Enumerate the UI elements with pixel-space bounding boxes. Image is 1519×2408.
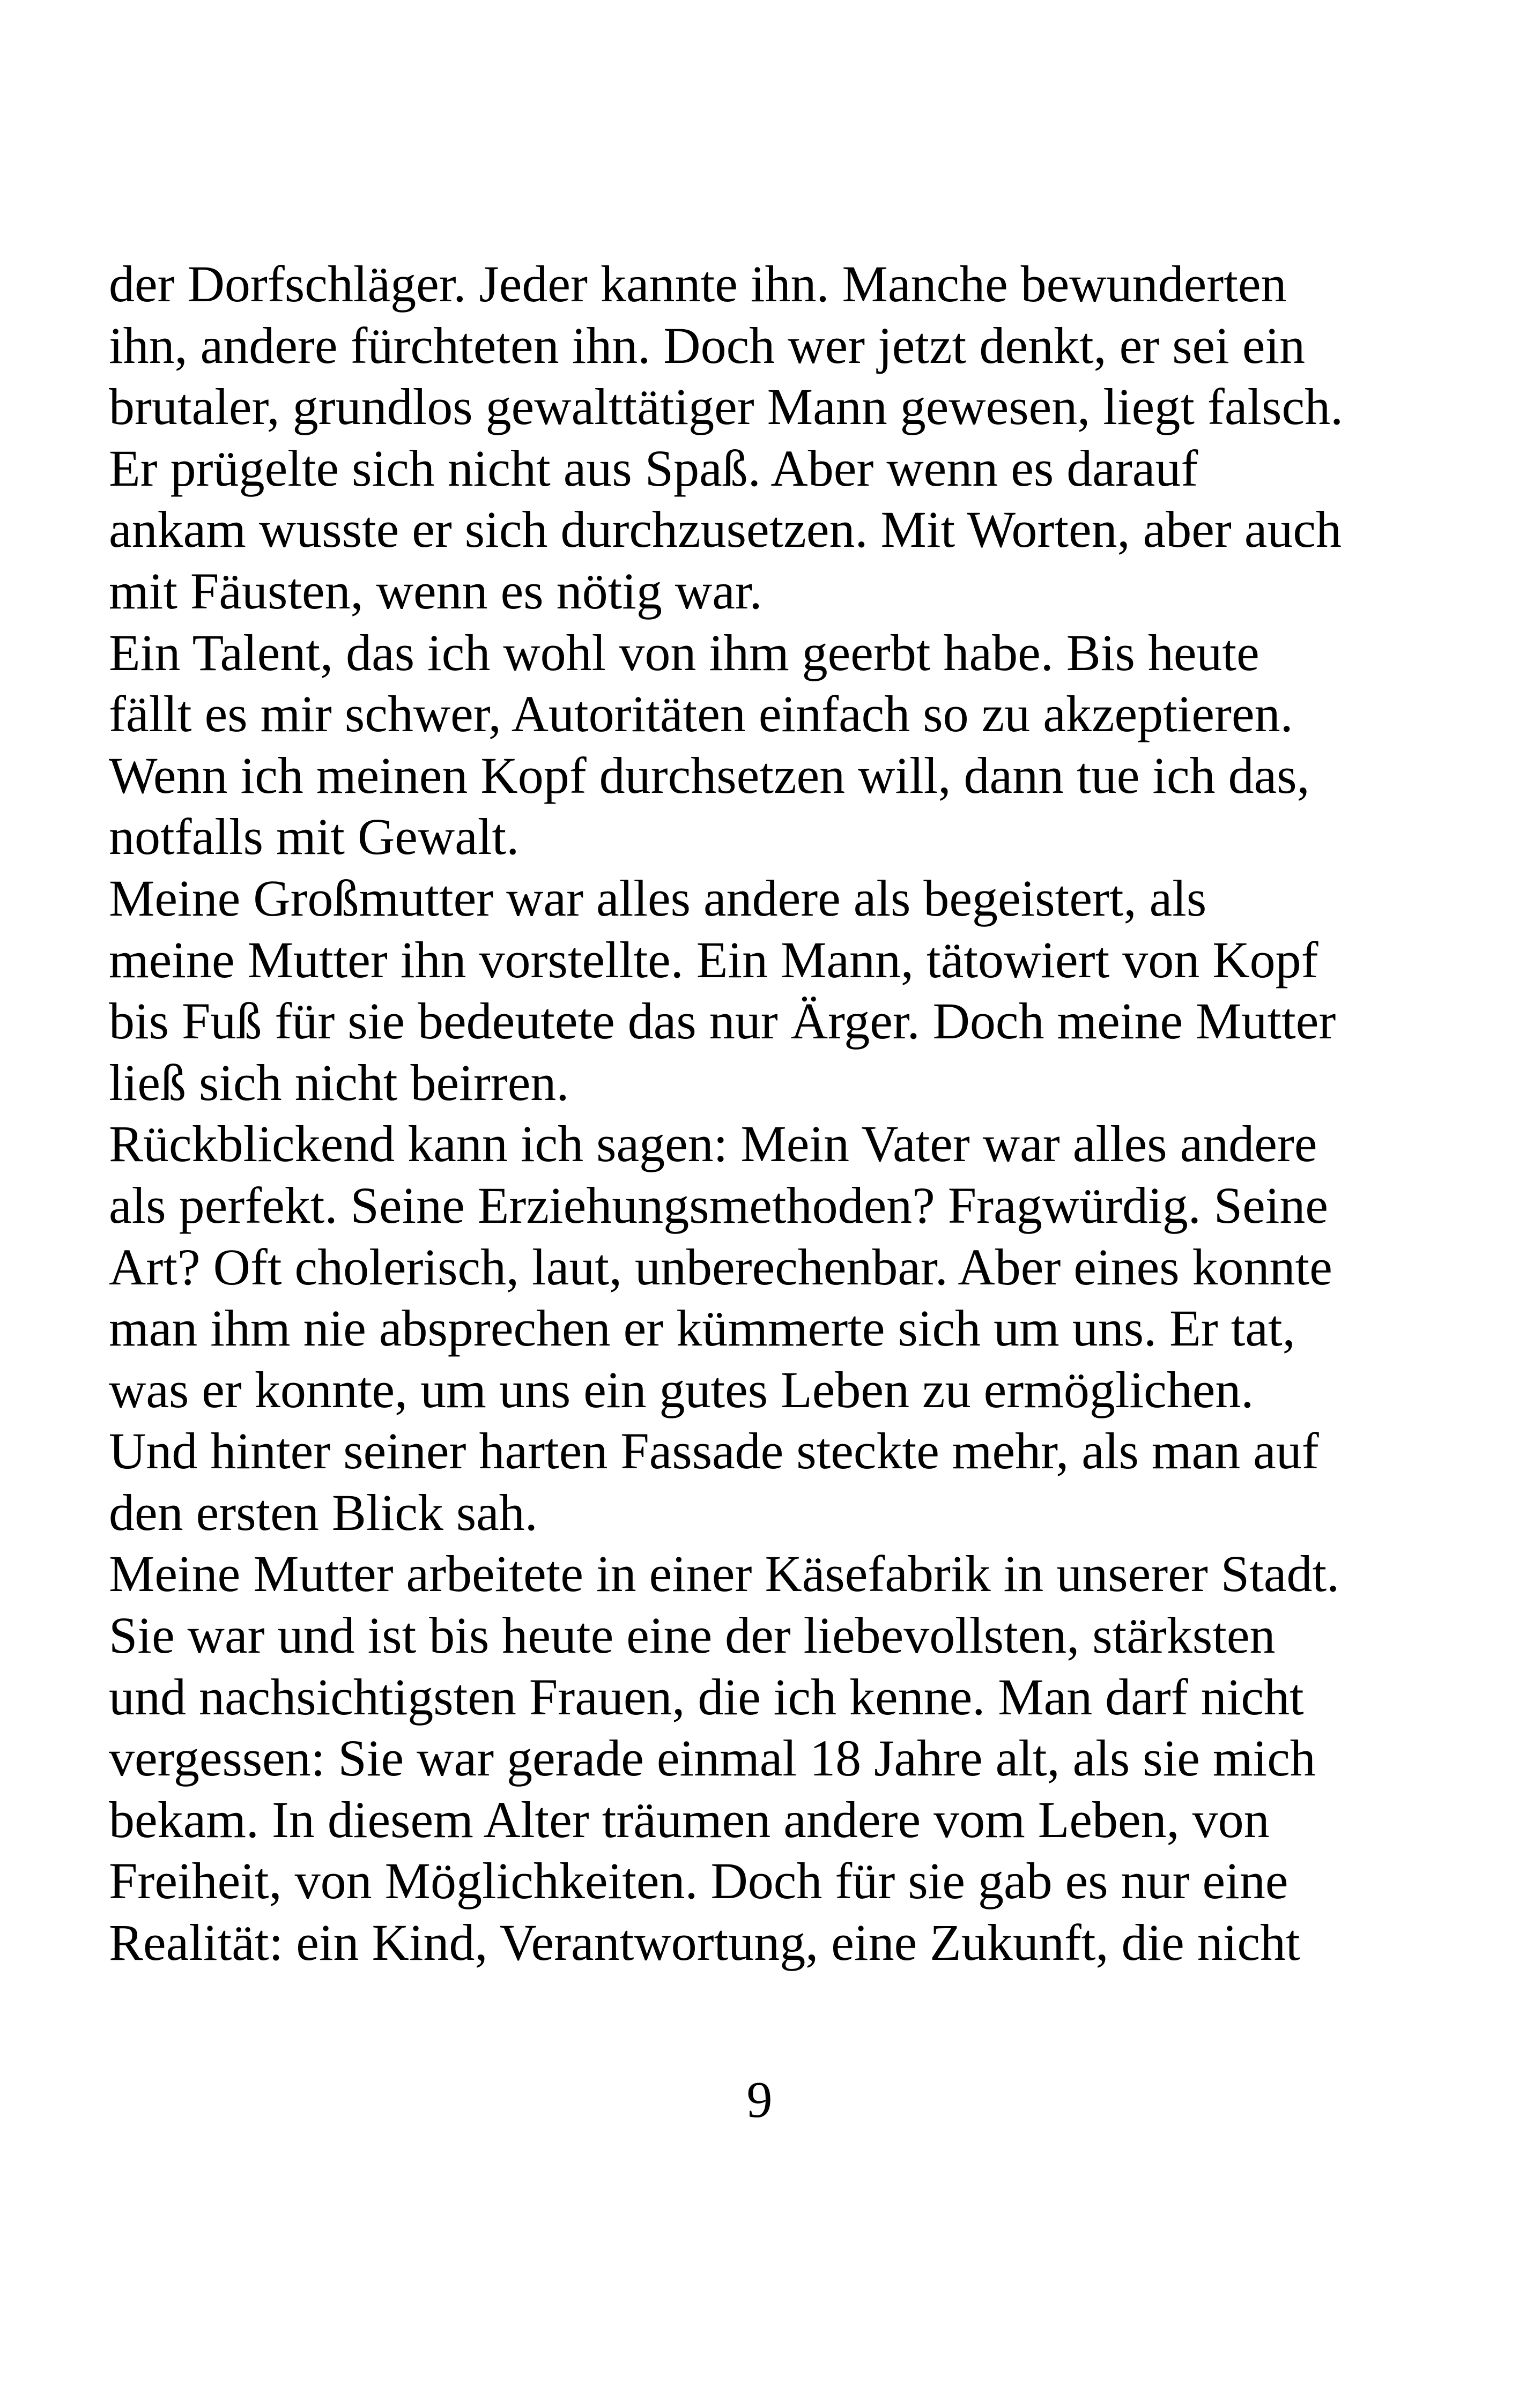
- text-line: Rückblickend kann ich sagen: Mein Vater war alles andere: [109, 1115, 1317, 1173]
- body-text: [109, 254, 1417, 1974]
- text-line: Er prügelte sich nicht aus Spaß. Aber wenn es darauf: [109, 439, 1198, 497]
- text-line: bis Fuß für sie bedeutete das nur Ärger. Doch meine Mutter: [109, 992, 1336, 1050]
- text-line: als perfekt. Seine Erziehungsmethoden? Fragwürdig. Seine: [109, 1176, 1328, 1234]
- text-line: bekam. In diesem Alter träumen andere vom Leben, von: [109, 1790, 1270, 1848]
- text-line: meine Mutter ihn vorstellte. Ein Mann, tätowiert von Kopf: [109, 931, 1318, 989]
- page-number: 9: [746, 2071, 773, 2128]
- text-line: man ihm nie absprechen er kümmerte sich um uns. Er tat,: [109, 1299, 1295, 1357]
- text-line: Freiheit, von Möglichkeiten. Doch für sie gab es nur eine: [109, 1852, 1288, 1910]
- text-line: Sie war und ist bis heute eine der liebevollsten, stärksten: [109, 1607, 1276, 1664]
- text-line: fällt es mir schwer, Autoritäten einfach so zu akzeptieren.: [109, 685, 1293, 743]
- text-line: Meine Mutter arbeitete in einer Käsefabrik in unserer Stadt.: [109, 1545, 1340, 1603]
- text-line: notfalls mit Gewalt.: [109, 808, 520, 866]
- text-line: ankam wusste er sich durchzusetzen. Mit Worten, aber auch: [109, 501, 1342, 559]
- text-line: Art? Oft cholerisch, laut, unberechenbar. Aber eines konnte: [109, 1238, 1332, 1296]
- text-line: ihn, andere fürchteten ihn. Doch wer jetzt denkt, er sei ein: [109, 316, 1306, 374]
- text-line: ließ sich nicht beirren.: [109, 1053, 569, 1111]
- text-line: Wenn ich meinen Kopf durchsetzen will, dann tue ich das,: [109, 746, 1310, 804]
- text-line: vergessen: Sie war gerade einmal 18 Jahre alt, als sie mich: [109, 1729, 1316, 1787]
- text-line: brutaler, grundlos gewalttätiger Mann gewesen, liegt falsch.: [109, 378, 1344, 436]
- text-line: den ersten Blick sah.: [109, 1483, 538, 1541]
- text-line: Realität: ein Kind, Verantwortung, eine Zukunft, die nicht: [109, 1914, 1300, 1972]
- text-line: Ein Talent, das ich wohl von ihm geerbt habe. Bis heute: [109, 623, 1259, 681]
- text-line: der Dorfschläger. Jeder kannte ihn. Manche bewunderten: [109, 255, 1287, 313]
- text-line: mit Fäusten, wenn es nötig war.: [109, 562, 762, 620]
- text-line: Meine Großmutter war alles andere als begeistert, als: [109, 869, 1207, 927]
- text-line: und nachsichtigsten Frauen, die ich kenne. Man darf nicht: [109, 1668, 1304, 1726]
- text-line: Und hinter seiner harten Fassade steckte mehr, als man auf: [109, 1422, 1319, 1480]
- text-line: was er konnte, um uns ein gutes Leben zu ermöglichen.: [109, 1361, 1254, 1418]
